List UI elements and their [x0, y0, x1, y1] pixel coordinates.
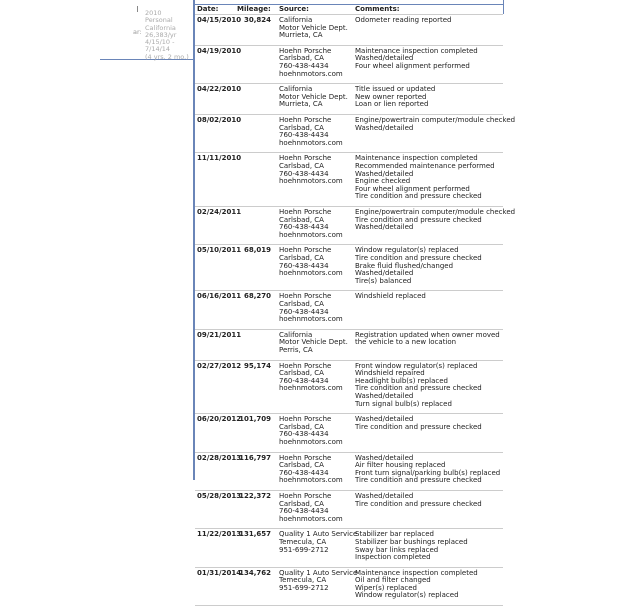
source-line: Hoehn Porsche — [279, 491, 332, 500]
source-line: Murrieta, CA — [279, 31, 323, 40]
comment-line: Washed/detailed — [355, 123, 414, 132]
row-mileage: 122,372 — [239, 491, 271, 500]
row-source — [279, 455, 343, 485]
comment-line: Tire condition and pressure checked — [355, 384, 482, 393]
row-date: 08/02/2010 — [197, 115, 242, 124]
divider — [137, 6, 138, 12]
table-row — [195, 207, 516, 245]
comment-line: Odometer reading reported — [355, 16, 452, 24]
row-source — [279, 17, 348, 40]
row-date: 02/27/2012 — [197, 361, 242, 370]
header-source: Source: — [279, 5, 309, 13]
comment-line: Tire condition and pressure checked — [355, 499, 482, 508]
table-row — [195, 291, 503, 329]
row-source — [279, 332, 348, 355]
row-source — [279, 247, 343, 277]
row-comments — [355, 155, 495, 201]
comment-line: New owner reported — [355, 92, 427, 101]
comment-line: Inspection completed — [355, 553, 431, 562]
source-line: 951-699-2712 — [279, 583, 329, 592]
source-line: Hoehn Porsche — [279, 415, 332, 424]
comment-line: Tire condition and pressure checked — [355, 253, 482, 262]
source-line: 760-438-4434 — [279, 169, 329, 178]
source-line: 760-438-4434 — [279, 131, 329, 140]
row-date: 05/10/2011 — [197, 246, 242, 255]
comment-line: Maintenance inspection completed — [355, 568, 478, 577]
row-source — [279, 48, 343, 78]
comment-line: Front window regulator(s) replaced — [355, 361, 478, 370]
service-history-table — [195, 4, 516, 606]
row-date: 02/24/2011 — [197, 207, 242, 216]
source-line: Quality 1 Auto Service — [279, 530, 358, 539]
comment-line: Four wheel alignment performed — [355, 61, 470, 70]
row-date: 04/19/2010 — [197, 46, 242, 55]
comment-line: Sway bar links replaced — [355, 545, 439, 554]
source-line: California — [279, 16, 313, 24]
row-comments — [355, 570, 478, 600]
source-line: Hoehn Porsche — [279, 361, 332, 370]
row-date: 11/11/2010 — [197, 154, 242, 163]
table-row — [195, 529, 503, 567]
table-row — [195, 361, 503, 415]
comment-line: Four wheel alignment performed — [355, 184, 470, 193]
source-line: California — [279, 85, 313, 94]
source-line: Temecula, CA — [279, 576, 327, 585]
source-line: Hoehn Porsche — [279, 246, 332, 255]
source-line: Murrieta, CA — [279, 100, 323, 109]
table-row — [195, 15, 503, 46]
row-comments — [355, 48, 478, 71]
source-line: hoehnmotors.com — [279, 315, 343, 324]
source-line: 760-438-4434 — [279, 261, 329, 270]
source-line: Hoehn Porsche — [279, 207, 332, 216]
source-line: Carlsbad, CA — [279, 123, 324, 132]
row-mileage: 68,270 — [243, 292, 271, 301]
comment-line: the vehicle to a new location — [355, 338, 457, 347]
sidebar-value: California — [145, 23, 176, 32]
comment-line: Headlight bulb(s) replaced — [355, 376, 448, 385]
source-line: California — [279, 330, 313, 339]
row-source — [279, 209, 343, 239]
table-header — [195, 4, 503, 15]
source-line: 760-438-4434 — [279, 307, 329, 316]
comment-line: Windshield repaired — [355, 369, 425, 378]
source-line: Hoehn Porsche — [279, 292, 332, 301]
row-source — [279, 493, 343, 523]
table-row — [195, 245, 503, 291]
comment-line: Tire condition and pressure checked — [355, 422, 482, 431]
source-line: 760-438-4434 — [279, 61, 329, 70]
sidebar-label: ar: — [133, 28, 142, 36]
comment-line: Washed/detailed — [355, 223, 414, 232]
comment-line: Washed/detailed — [355, 54, 414, 63]
table-row — [195, 330, 503, 361]
row-date: 01/31/2014 — [197, 568, 242, 577]
table-row — [195, 491, 503, 529]
row-comments — [355, 416, 482, 431]
source-line: Carlsbad, CA — [279, 161, 324, 170]
sidebar-values — [145, 10, 189, 61]
row-date: 06/20/2012 — [197, 415, 242, 424]
comment-line: Stabilizer bar replaced — [355, 530, 434, 539]
row-comments — [355, 209, 515, 232]
source-line: Motor Vehicle Dept. — [279, 338, 348, 347]
table-row — [195, 115, 516, 153]
row-source — [279, 117, 343, 147]
row-mileage: 68,019 — [243, 246, 271, 255]
source-line: Carlsbad, CA — [279, 499, 324, 508]
source-line: Perris, CA — [279, 345, 313, 354]
sidebar-value: 26,383/yr — [145, 30, 177, 39]
source-line: hoehnmotors.com — [279, 437, 343, 446]
row-date: 11/22/2013 — [197, 530, 242, 539]
comment-line: Maintenance inspection completed — [355, 154, 478, 163]
comment-line: Tire condition and pressure checked — [355, 192, 482, 201]
source-line: Hoehn Porsche — [279, 154, 332, 163]
sidebar-value: 4/15/10 - — [145, 38, 175, 47]
row-date: 09/21/2011 — [197, 330, 242, 339]
source-line: 760-438-4434 — [279, 507, 329, 516]
row-mileage: 116,797 — [239, 453, 271, 462]
table-row — [195, 153, 503, 207]
row-source — [279, 531, 357, 554]
source-line: hoehnmotors.com — [279, 384, 343, 393]
source-line: hoehnmotors.com — [279, 514, 343, 523]
comment-line: Washed/detailed — [355, 453, 414, 462]
source-line: hoehnmotors.com — [279, 138, 343, 147]
comment-line: Front turn signal/parking bulb(s) replaced — [355, 468, 501, 477]
source-line: Carlsbad, CA — [279, 369, 324, 378]
source-line: hoehnmotors.com — [279, 69, 343, 78]
source-line: 760-438-4434 — [279, 468, 329, 477]
comment-line: Turn signal bulb(s) replaced — [355, 399, 452, 408]
row-comments — [355, 293, 426, 301]
row-source — [279, 293, 343, 323]
comment-line: Tire condition and pressure checked — [355, 476, 482, 485]
comment-line: Title issued or updated — [355, 85, 436, 94]
comment-line: Washed/detailed — [355, 415, 414, 424]
source-line: 760-438-4434 — [279, 223, 329, 232]
comment-line: Window regulator(s) replaced — [355, 591, 459, 600]
table-right-border — [503, 0, 504, 14]
row-comments — [355, 332, 500, 347]
row-date: 05/28/2013 — [197, 491, 242, 500]
source-line: Carlsbad, CA — [279, 215, 324, 224]
source-line: hoehnmotors.com — [279, 269, 343, 278]
row-date: 02/28/2013 — [197, 453, 242, 462]
row-comments — [355, 17, 451, 25]
vehicle-summary-sidebar — [100, 0, 193, 60]
comment-line: Loan or lien reported — [355, 100, 429, 109]
sidebar-value: (4 yrs. 2 mo.) — [145, 52, 189, 61]
source-line: 760-438-4434 — [279, 430, 329, 439]
row-mileage: 131,657 — [239, 530, 271, 539]
row-comments — [355, 86, 435, 109]
row-comments — [355, 247, 482, 285]
row-source — [279, 155, 343, 185]
table-row — [195, 568, 503, 606]
row-source — [279, 570, 357, 593]
sidebar-value: Personal — [145, 16, 173, 25]
table-row — [195, 84, 503, 115]
comment-line: Engine/powertrain computer/module checked — [355, 207, 516, 216]
comment-line: Washed/detailed — [355, 391, 414, 400]
row-date: 04/22/2010 — [197, 85, 242, 94]
source-line: Carlsbad, CA — [279, 422, 324, 431]
comment-line: Recommended maintenance performed — [355, 161, 495, 170]
row-source — [279, 416, 343, 446]
source-line: 951-699-2712 — [279, 545, 329, 554]
table-row — [195, 453, 503, 491]
comment-line: Window regulator(s) replaced — [355, 246, 459, 255]
sidebar-value: 7/14/14 — [145, 45, 171, 54]
row-mileage: 134,762 — [239, 568, 271, 577]
source-line: hoehnmotors.com — [279, 476, 343, 485]
comment-line: Oil and filter changed — [355, 576, 431, 585]
comment-line: Maintenance inspection completed — [355, 46, 478, 55]
comment-line: Air filter housing replaced — [355, 461, 446, 470]
source-line: Temecula, CA — [279, 537, 327, 546]
header-mileage: Mileage: — [237, 5, 271, 13]
source-line: Carlsbad, CA — [279, 299, 324, 308]
comment-line: Engine checked — [355, 177, 411, 186]
row-source — [279, 86, 348, 109]
row-comments — [355, 117, 515, 132]
table-row — [195, 46, 503, 84]
source-line: Hoehn Porsche — [279, 46, 332, 55]
comment-line: Wiper(s) replaced — [355, 583, 417, 592]
comment-line: Brake fluid flushed/changed — [355, 261, 454, 270]
source-line: hoehnmotors.com — [279, 230, 343, 239]
row-date: 06/16/2011 — [197, 292, 242, 301]
comment-line: Windshield replaced — [355, 292, 426, 301]
comment-line: Washed/detailed — [355, 491, 414, 500]
row-date: 04/15/2010 — [197, 16, 242, 24]
row-comments — [355, 363, 482, 409]
source-line: Hoehn Porsche — [279, 115, 332, 124]
source-line: Carlsbad, CA — [279, 253, 324, 262]
comment-line: Washed/detailed — [355, 269, 414, 278]
sidebar-value: 2010 — [145, 9, 162, 17]
row-source — [279, 363, 343, 393]
header-date: Date: — [197, 5, 219, 13]
source-line: Motor Vehicle Dept. — [279, 92, 348, 101]
row-comments — [355, 455, 500, 485]
source-line: Carlsbad, CA — [279, 461, 324, 470]
row-comments — [355, 531, 468, 561]
source-line: Motor Vehicle Dept. — [279, 23, 348, 32]
row-mileage: 30,824 — [243, 16, 271, 24]
comment-line: Registration updated when owner moved — [355, 330, 500, 339]
source-line: Quality 1 Auto Service — [279, 568, 358, 577]
source-line: 760-438-4434 — [279, 376, 329, 385]
comment-line: Tire condition and pressure checked — [355, 215, 482, 224]
source-line: hoehnmotors.com — [279, 177, 343, 186]
source-line: Hoehn Porsche — [279, 453, 332, 462]
source-line: Carlsbad, CA — [279, 54, 324, 63]
table-row — [195, 414, 503, 452]
row-mileage: 101,709 — [239, 415, 271, 424]
header-comments: Comments: — [355, 5, 400, 13]
row-mileage: 95,174 — [243, 361, 271, 370]
comment-line: Washed/detailed — [355, 169, 414, 178]
comment-line: Tire(s) balanced — [355, 276, 412, 285]
comment-line: Stabilizer bar bushings replaced — [355, 537, 468, 546]
comment-line: Engine/powertrain computer/module checked — [355, 115, 516, 124]
row-comments — [355, 493, 482, 508]
